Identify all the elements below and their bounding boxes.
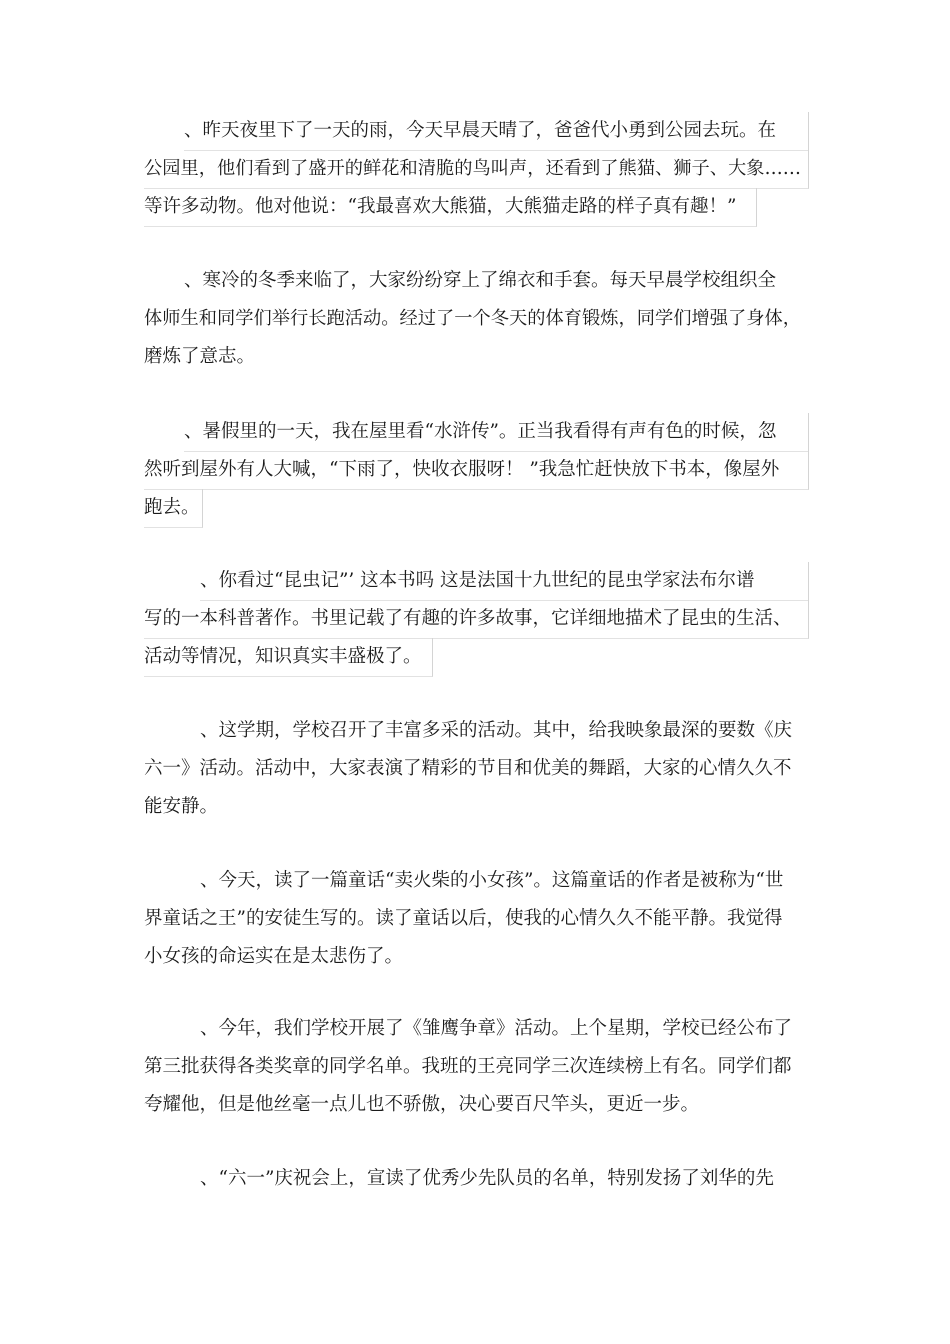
paragraph-line: 写的一本科普著作。书里记载了有趣的许多故事，它详细地描术了昆虫的生活、 xyxy=(144,600,809,639)
paragraph-line: 、今年，我们学校开展了《雏鹰争章》活动。上个星期，学校已经公布了 xyxy=(200,1018,793,1039)
paragraph-line: 、今天，读了一篇童话“卖火柴的小女孩”。这篇童话的作者是被称为“世 xyxy=(200,870,784,891)
paragraph-line: 体师生和同学们举行长跑活动。经过了一个冬天的体育锻炼，同学们增强了身体， xyxy=(144,308,801,329)
paragraph-line: 小女孩的命运实在是太悲伤了。 xyxy=(144,946,404,967)
paragraph-line: 能安静。 xyxy=(144,796,219,817)
paragraph-line: 、你看过“昆虫记”’ 这本书吗 这是法国十九世纪的昆虫学家法布尔谱 xyxy=(200,562,809,601)
paragraph-line: 公园里，他们看到了盛开的鲜花和清脆的鸟叫声，还看到了熊猫、狮子、大象…… xyxy=(144,150,809,189)
paragraph-line: 等许多动物。他对他说：“我最喜欢大熊猫，大熊猫走路的样子真有趣！” xyxy=(144,188,757,227)
paragraph-line: 、“六一”庆祝会上，宣读了优秀少先队员的名单，特别发扬了刘华的先 xyxy=(200,1168,774,1189)
paragraph-line: 、这学期，学校召开了丰富多采的活动。其中，给我映象最深的要数《庆 xyxy=(200,720,793,741)
paragraph-line: 然听到屋外有人大喊，“下雨了，快收衣服呀！ ”我急忙赶快放下书本，像屋外 xyxy=(144,451,809,490)
paragraph-line: 、寒冷的冬季来临了，大家纷纷穿上了绵衣和手套。每天早晨学校组织全 xyxy=(184,270,777,291)
paragraph-line: 磨炼了意志。 xyxy=(144,346,256,367)
paragraph-line: 六一》活动。活动中，大家表演了精彩的节目和优美的舞蹈，大家的心情久久不 xyxy=(144,758,792,779)
paragraph-line: 、昨天夜里下了一天的雨，今天早晨天晴了，爸爸代小勇到公园去玩。在 xyxy=(184,112,809,151)
paragraph-line: 、暑假里的一天，我在屋里看“水浒传”。正当我看得有声有色的时候，忽 xyxy=(184,413,809,452)
paragraph-line: 界童话之王”的安徒生写的。读了童话以后，使我的心情久久不能平静。我觉得 xyxy=(144,908,783,929)
paragraph-line: 夸耀他，但是他丝毫一点儿也不骄傲，决心要百尺竿头，更近一步。 xyxy=(144,1094,700,1115)
paragraph-line: 活动等情况，知识真实丰盛极了。 xyxy=(144,638,433,677)
paragraph-line: 第三批获得各类奖章的同学名单。我班的王亮同学三次连续榜上有名。同学们都 xyxy=(144,1056,792,1077)
paragraph-line: 跑去。 xyxy=(144,489,203,528)
